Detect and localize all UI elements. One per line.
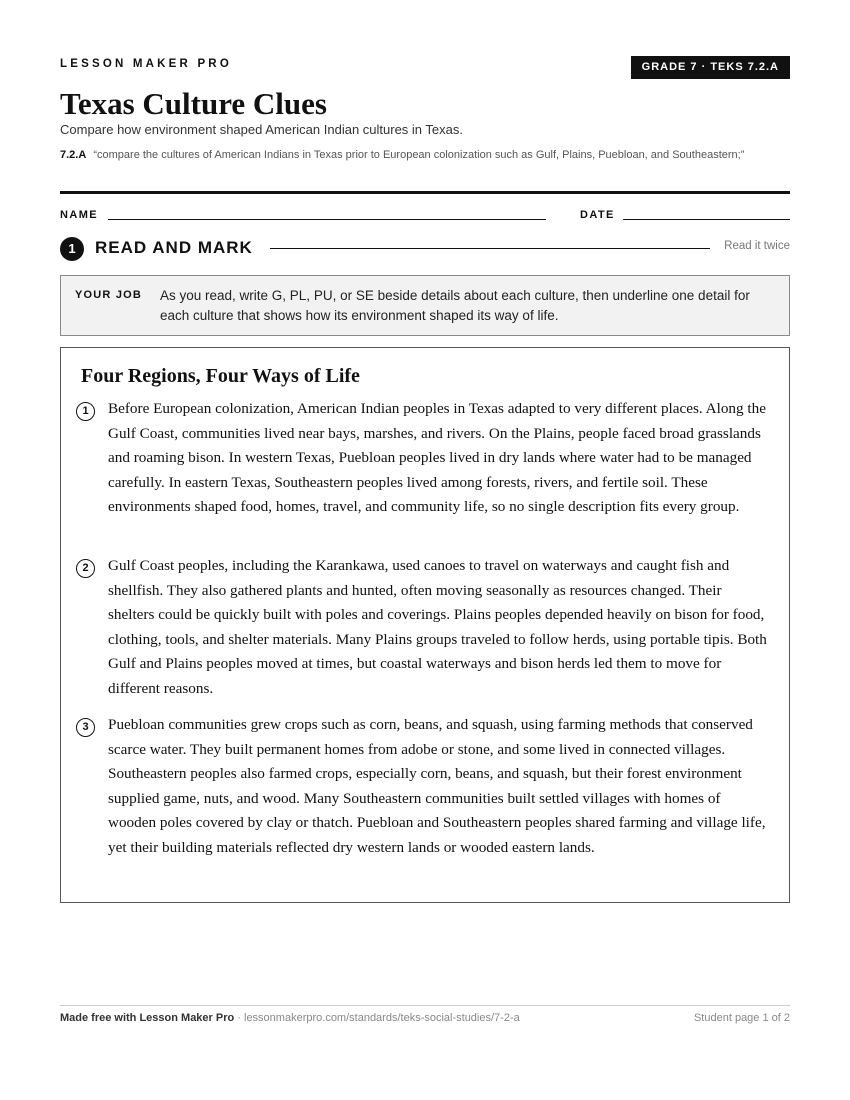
- section-title: READ AND MARK: [95, 238, 253, 257]
- section-read-and-mark: [60, 236, 790, 262]
- page-title: Texas Culture Clues: [60, 86, 327, 121]
- page-subtitle: Compare how environment shaped American Indian cultures in Texas.: [60, 122, 463, 137]
- standard-code: 7.2.A: [60, 149, 87, 161]
- your-job-label: YOUR JOB: [75, 289, 143, 301]
- section-rule: [270, 248, 710, 249]
- paragraph-1: Before European colonization, American Indian peoples in Texas adapted to very different places. Along the Gulf Coast, communities lived near bays, marshes, and rivers. On the Plains, people faced broad grasslands and roaming bison. In western Texas, Puebloan peoples lived in dry lands where water had to be managed carefully. In eastern Texas, Southeastern peoples lived among forests, rivers, and fertile soil. These environments shaped food, homes, travel, and community life, so no single description fits every group.: [108, 400, 766, 515]
- footer-separator: ·: [234, 1012, 244, 1024]
- brand-name: LESSON MAKER PRO: [60, 58, 232, 70]
- footer: [60, 1012, 790, 1024]
- date-label: DATE: [580, 209, 615, 221]
- name-label: NAME: [60, 209, 98, 221]
- your-job-text: As you read, write G, PL, PU, or SE beside details about each culture, then underline one detail for each culture that shows how its environment shaped its way of life.: [160, 288, 750, 323]
- grade-badge: GRADE 7 · TEKS 7.2.A: [631, 56, 790, 79]
- paragraph-2: Gulf Coast peoples, including the Karankawa, used canoes to travel on waterways and caught fish and shellfish. They also gathered plants and hunted, often moving seasonally as resources changed. Their shelters could be quickly built with poles and coverings. Plains peoples depended heavily on bison for food, clothing, tools, and shelter materials. Many Plains groups traveled to follow herds, using portable tipis. Both Gulf and Plains peoples moved at times, but coastal waterways and bison herds led them to move for different reasons.: [108, 557, 767, 697]
- header-divider: [60, 191, 790, 194]
- paragraph-3: Puebloan communities grew crops such as corn, beans, and squash, using farming methods that conserved scarce water. They built permanent homes from adobe or stone, and some lived in connected villages. Southeastern peoples also farmed crops, especially corn, beans, and squash, but their forest environment supplied game, nuts, and wood. Many Southeastern communities built settled villages with homes of wooden poles covered by clay or thatch. Puebloan and Southeastern peoples shared farming and village life, yet their building materials reflected dry western lands or wooded eastern lands.: [108, 716, 766, 856]
- reading-passage: [60, 347, 790, 903]
- student-fields: [60, 206, 790, 222]
- paragraph-number-1: 1: [76, 402, 95, 421]
- paragraph-number-2: 2: [76, 559, 95, 578]
- section-note: Read it twice: [724, 240, 790, 252]
- top-bar: [60, 56, 790, 80]
- standard-text: “compare the cultures of American Indians in Texas prior to European colonization such as Gulf, Plains, Puebloan, and Southeastern;”: [93, 149, 745, 161]
- footer-page-info: Student page 1 of 2: [693, 1012, 790, 1024]
- paragraph-number-3: 3: [76, 718, 95, 737]
- name-field[interactable]: [108, 219, 546, 220]
- footer-divider: [60, 1005, 790, 1006]
- your-job-box: [60, 275, 790, 336]
- footer-made-by: Made free with Lesson Maker Pro: [60, 1012, 235, 1024]
- section-number-badge: 1: [60, 237, 84, 261]
- passage-title: Four Regions, Four Ways of Life: [81, 365, 360, 387]
- date-field[interactable]: [623, 219, 790, 220]
- standard-statement: [60, 147, 750, 163]
- footer-url[interactable]: lessonmakerpro.com/standards/teks-social-studies/7-2-a: [244, 1012, 520, 1024]
